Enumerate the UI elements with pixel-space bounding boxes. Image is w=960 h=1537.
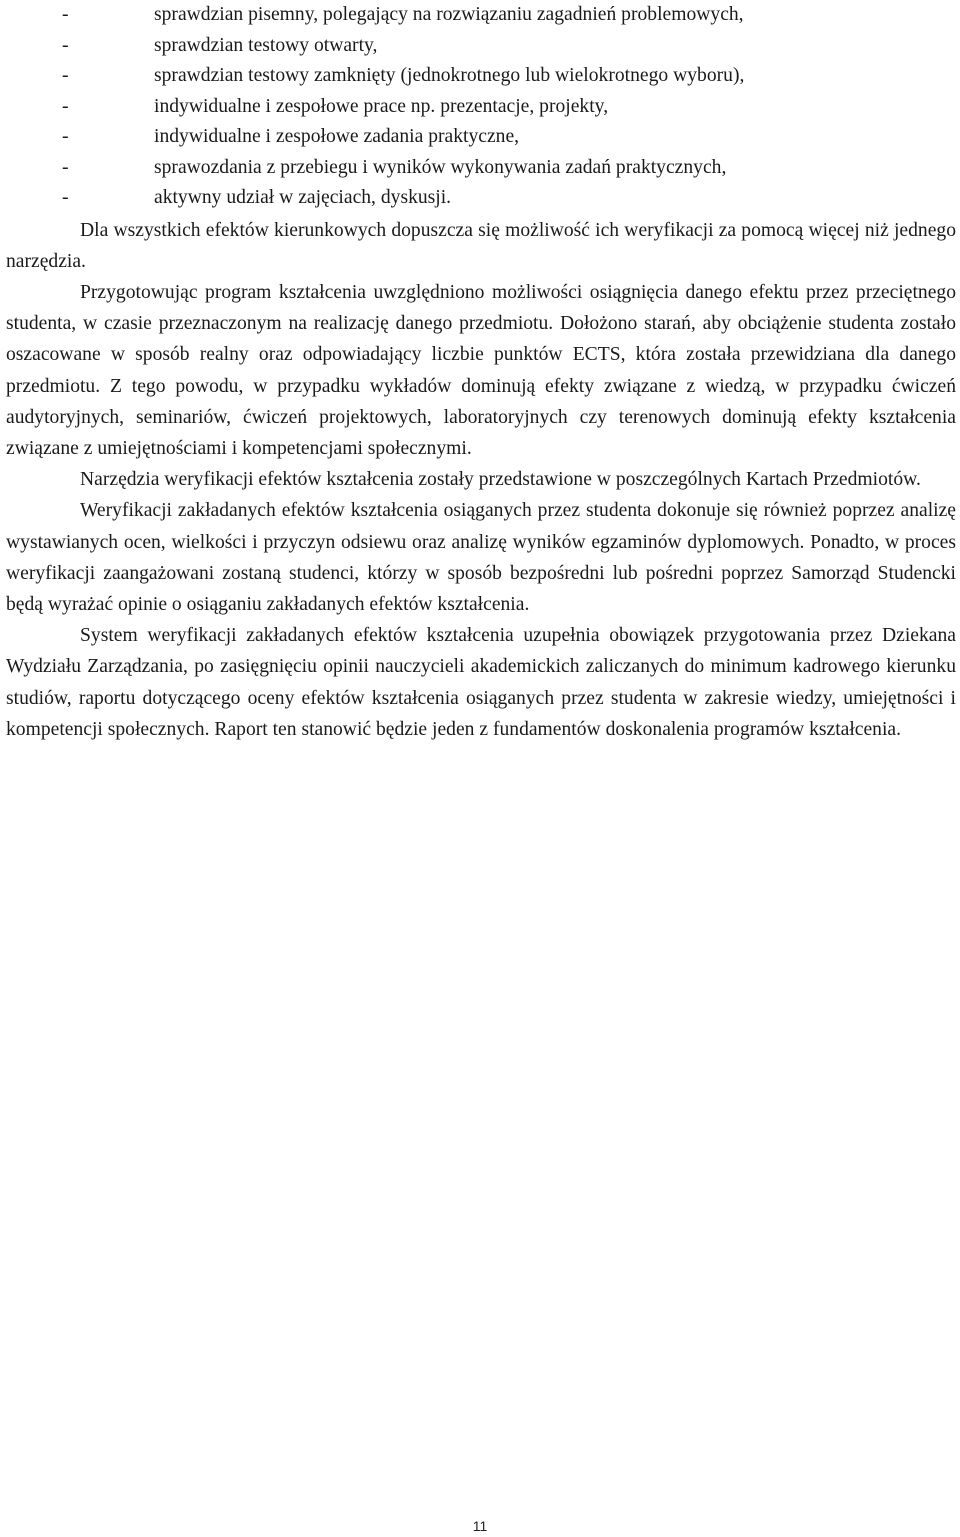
page-content bbox=[6, 0, 956, 745]
list-marker: - bbox=[62, 156, 69, 178]
list-item bbox=[6, 31, 956, 62]
page-number: 11 bbox=[472, 1518, 488, 1534]
list-marker: - bbox=[62, 65, 69, 86]
paragraph-outcome-verification: Weryfikacji zakładanych efektów kształcenia osiąganych przez studenta dokonuje się również poprzez analizę wystawianych ocen, wielkości i przyczyn odsiewu oraz analizę wyników egzaminów dyplomowych. Ponadto, w proces weryfikacji zaangażowani zostaną studenci, którzy w sposób bezpośredni lub pośredni poprzez Samorząd Studencki będą wyrażać opinie o osiąganiu zakładanych efektów kształcenia. bbox=[6, 500, 956, 615]
list-item-text: sprawdzian testowy zamknięty (jednokrotnego lub wielokrotnego wyboru), bbox=[154, 65, 745, 86]
list-item bbox=[6, 61, 956, 92]
list-marker: - bbox=[62, 4, 69, 25]
list-item bbox=[6, 0, 956, 31]
list-marker: - bbox=[62, 126, 69, 147]
list-item bbox=[6, 92, 956, 123]
paragraph-program-preparation: Przygotowując program kształcenia uwzględniono możliwości osiągnięcia danego efektu przez przeciętnego studenta, w czasie przeznaczonym na realizację danego przedmiotu. Dołożono starań, aby obciążenie studenta zostało oszacowane w sposób realny oraz odpowiadający liczbie punktów ECTS, która została przewidziana dla danego przedmiotu. Z tego powodu, w przypadku wykładów dominują efekty związane z wiedzą, w przypadku ćwiczeń audytoryjnych, seminariów, ćwiczeń projektowych, laboratoryjnych czy terenowych dominują efekty kształcenia związane z umiejętnościami i kompetencjami społecznymi. bbox=[6, 281, 956, 459]
list-item bbox=[6, 153, 956, 184]
paragraph-verification-tools: Dla wszystkich efektów kierunkowych dopuszcza się możliwość ich weryfikacji za pomocą więcej niż jednego narzędzia. bbox=[6, 219, 956, 272]
assessment-methods-list bbox=[6, 0, 956, 214]
list-marker: - bbox=[62, 187, 69, 208]
paragraph-verification-system: System weryfikacji zakładanych efektów kształcenia uzupełnia obowiązek przygotowania przez Dziekana Wydziału Zarządzania, po zasięgnięciu opinii nauczycieli akademickich zaliczanych do minimum kadrowego kierunku studiów, raportu dotyczącego oceny efektów kształcenia osiąganych przez studenta w zakresie wiedzy, umiejętności i kompetencji społecznych. Raport ten stanowić będzie jeden z fundamentów doskonalenia programów kształcenia. bbox=[6, 625, 956, 740]
list-marker: - bbox=[62, 95, 69, 117]
list-item bbox=[6, 183, 956, 214]
list-item-text: sprawdzian pisemny, polegający na rozwiązaniu zagadnień problemowych, bbox=[154, 4, 744, 25]
list-item-text: indywidualne i zespołowe prace np. prezentacje, projekty, bbox=[154, 95, 609, 117]
list-item bbox=[6, 122, 956, 153]
paragraph-course-cards: Narzędzia weryfikacji efektów kształcenia zostały przedstawione w poszczególnych Kartach Przedmiotów. bbox=[80, 469, 921, 491]
list-item-text: aktywny udział w zajęciach, dyskusji. bbox=[154, 187, 452, 208]
list-marker: - bbox=[62, 34, 69, 56]
list-item-text: indywidualne i zespołowe zadania praktyczne, bbox=[154, 126, 520, 147]
list-item-text: sprawdzian testowy otwarty, bbox=[154, 34, 378, 56]
list-item-text: sprawozdania z przebiegu i wyników wykonywania zadań praktycznych, bbox=[154, 156, 727, 178]
